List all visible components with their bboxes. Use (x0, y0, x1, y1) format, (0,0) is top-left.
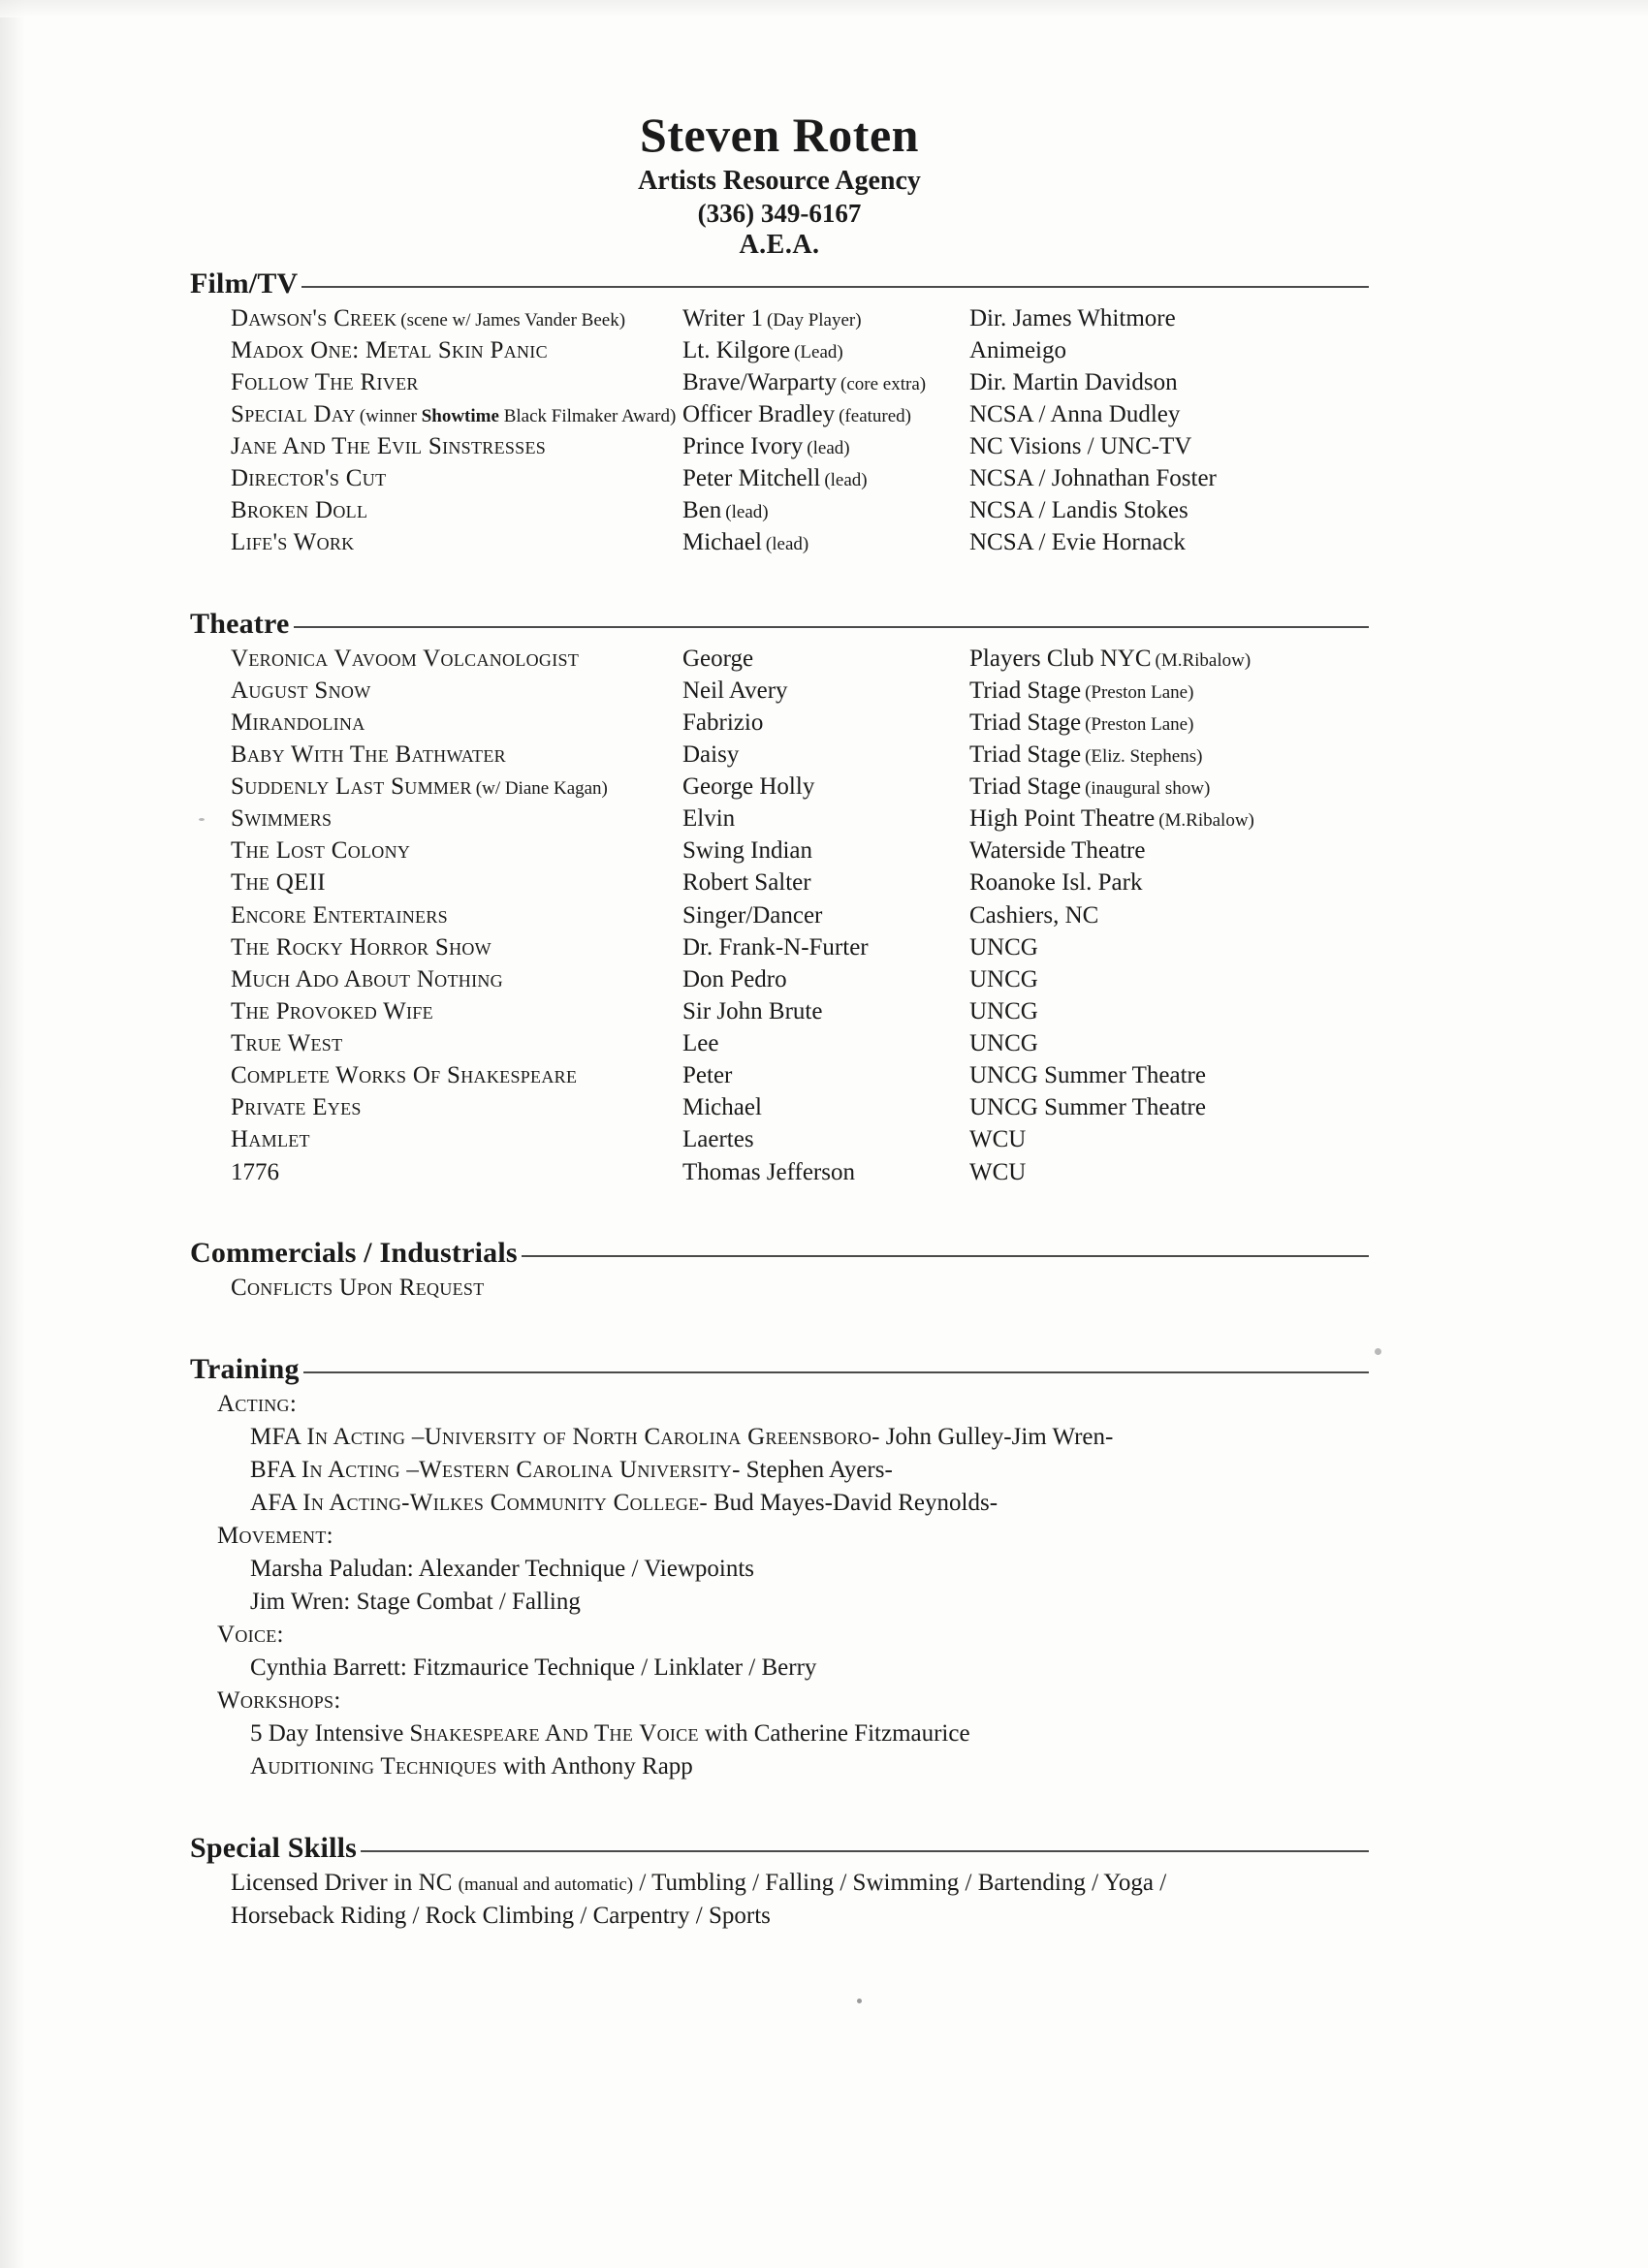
list-item (217, 1454, 1369, 1487)
section-rule (301, 286, 1369, 288)
section-title: Film/TV (190, 267, 299, 299)
credit-venue: NCSA / Landis Stokes (969, 497, 1188, 524)
credit-role: Swing Indian (682, 837, 813, 865)
training-group-label: Movement: (217, 1522, 333, 1549)
training-title: AFA In Acting-Wilkes Community College (250, 1489, 700, 1516)
table-row (231, 462, 1369, 494)
table-row (231, 739, 1369, 771)
credit-title: Special Day (231, 400, 356, 427)
credit-title: Follow The River (231, 368, 419, 395)
section-header-film-tv (190, 268, 1369, 300)
credit-venue-cell (969, 494, 1369, 526)
credit-role-cell (682, 1059, 969, 1091)
credit-role-cell (682, 803, 969, 835)
agency-phone: (336) 349-6167 (697, 198, 862, 228)
credit-venue-cell (969, 1091, 1369, 1123)
credit-role: Dr. Frank-N-Furter (682, 933, 869, 961)
section-special-skills (190, 1832, 1369, 1933)
credit-title-note: (winner (359, 405, 422, 426)
credit-venue-cell (969, 995, 1369, 1027)
credit-role-note: (lead) (725, 502, 769, 523)
training-text: with Anthony Rapp (496, 1752, 693, 1780)
credit-role: George Holly (682, 773, 815, 801)
credit-title-cell (231, 963, 682, 995)
union-affiliation: A.E.A. (739, 229, 820, 260)
credit-title: Suddenly Last Summer (231, 773, 472, 801)
theatre-credit-list (190, 643, 1369, 1188)
credit-venue: NCSA / Evie Hornack (969, 529, 1186, 556)
credit-role: Michael (682, 529, 762, 556)
training-text: with Catherine Fitzmaurice (698, 1719, 970, 1747)
credit-role-cell (682, 494, 969, 526)
table-row (231, 643, 1369, 675)
credit-role: Sir John Brute (682, 997, 823, 1024)
table-row (231, 334, 1369, 366)
credit-title: True West (231, 1030, 343, 1057)
credit-title: Madox One: Metal Skin Panic (231, 336, 548, 363)
credit-title: The Lost Colony (231, 837, 411, 865)
credit-venue: NCSA / Johnathan Foster (969, 465, 1217, 492)
training-text: - Stephen Ayers- (732, 1456, 893, 1483)
credit-role-cell (682, 835, 969, 866)
table-row (231, 803, 1369, 835)
training-text: Cynthia Barrett: Fitzmaurice Technique / Linklater / Berry (250, 1654, 817, 1681)
credit-venue: Players Club NYC (969, 645, 1152, 672)
skills-text: Licensed Driver in NC (231, 1869, 459, 1896)
credit-venue-note: (inaugural show) (1085, 778, 1211, 800)
list-item (217, 1421, 1369, 1454)
training-text: Jim Wren: Stage Combat / Falling (250, 1588, 581, 1615)
table-row (231, 963, 1369, 995)
credit-venue-cell (969, 430, 1369, 462)
training-text: - John Gulley-Jim Wren- (872, 1423, 1114, 1450)
credit-title-cell (231, 366, 682, 398)
scan-edge-left (0, 0, 25, 2268)
credit-title: Much Ado About Nothing (231, 965, 503, 992)
credit-role: Fabrizio (682, 709, 764, 736)
credit-role-cell (682, 302, 969, 334)
credit-venue-cell (969, 1123, 1369, 1155)
table-row (231, 398, 1369, 430)
section-header-special-skills (190, 1832, 1369, 1865)
section-rule (294, 626, 1370, 628)
table-row (231, 494, 1369, 526)
credit-title-note: Black Filmaker Award) (498, 405, 677, 426)
table-row (231, 866, 1369, 898)
credit-venue: UNCG Summer Theatre (969, 1094, 1206, 1121)
credit-role: Lt. Kilgore (682, 336, 791, 363)
credit-role-cell (682, 995, 969, 1027)
credit-title-cell (231, 1156, 682, 1188)
credit-venue-cell (969, 675, 1369, 707)
skills-note: (manual and automatic) (458, 1874, 634, 1895)
credit-venue-note: (M.Ribalow) (1155, 649, 1252, 671)
table-row (231, 366, 1369, 398)
training-title: Shakespeare And The Voice (409, 1719, 699, 1747)
credit-venue-cell (969, 931, 1369, 963)
credit-title: Private Eyes (231, 1094, 362, 1121)
credit-role-note: (lead) (824, 470, 868, 491)
credit-title: Swimmers (231, 805, 333, 833)
training-text: - Bud Mayes-David Reynolds- (699, 1489, 998, 1516)
credit-role-cell (682, 462, 969, 494)
credit-role-cell (682, 1123, 969, 1155)
credit-role-cell (682, 707, 969, 739)
credit-venue-cell (969, 302, 1369, 334)
credit-venue-cell (969, 398, 1369, 430)
credit-title-cell (231, 803, 682, 835)
credit-venue-cell (969, 835, 1369, 866)
section-header-commercials (190, 1237, 1369, 1270)
credit-role-cell (682, 430, 969, 462)
credit-role: Writer 1 (682, 304, 763, 331)
credit-venue: Dir. James Whitmore (969, 304, 1176, 331)
table-row (231, 302, 1369, 334)
credit-title-cell (231, 707, 682, 739)
list-item (217, 1487, 1369, 1520)
table-row (231, 675, 1369, 707)
credit-venue-note: (Preston Lane) (1085, 713, 1194, 735)
scan-edge-top (0, 0, 1648, 17)
list-item (217, 1553, 1369, 1586)
credit-venue: NCSA / Anna Dudley (969, 400, 1181, 427)
training-title: MFA In Acting –University of North Carolina Greensboro (250, 1423, 872, 1450)
credit-title-cell (231, 643, 682, 675)
credit-venue-cell (969, 1156, 1369, 1188)
credit-role-cell (682, 1091, 969, 1123)
film-tv-credit-list (190, 302, 1369, 559)
credit-title-cell (231, 526, 682, 558)
credit-venue: Dir. Martin Davidson (969, 368, 1178, 395)
credit-title-cell (231, 739, 682, 771)
credit-role: Brave/Warparty (682, 368, 838, 395)
credit-title-cell (231, 1091, 682, 1123)
credit-venue-note: (Preston Lane) (1085, 681, 1194, 703)
credit-role-cell (682, 866, 969, 898)
credit-role: Elvin (682, 805, 736, 833)
commercials-body (190, 1272, 1369, 1305)
credit-venue: Triad Stage (969, 677, 1082, 704)
credit-title: Hamlet (231, 1126, 310, 1153)
credit-title-cell (231, 899, 682, 931)
credit-role-note: (featured) (839, 405, 911, 426)
table-row (231, 931, 1369, 963)
credit-role-note: (lead) (765, 534, 809, 555)
section-title: Training (190, 1352, 300, 1385)
table-row (231, 1027, 1369, 1059)
credit-venue-cell (969, 899, 1369, 931)
credit-title-cell (231, 771, 682, 803)
credit-title-cell (231, 1027, 682, 1059)
credit-role-cell (682, 931, 969, 963)
section-title: Theatre (190, 607, 290, 640)
credit-title-cell (231, 430, 682, 462)
credit-venue-cell (969, 771, 1369, 803)
section-rule (361, 1850, 1369, 1852)
section-header-theatre (190, 608, 1369, 641)
credit-role-cell (682, 398, 969, 430)
credit-venue-cell (969, 803, 1369, 835)
credit-title-cell (231, 675, 682, 707)
credit-role: Daisy (682, 740, 740, 768)
training-body (190, 1388, 1369, 1783)
training-group-label: Voice: (217, 1621, 284, 1648)
credit-title: Life's Work (231, 529, 355, 556)
table-row (231, 995, 1369, 1027)
credit-role: Lee (682, 1030, 719, 1057)
credit-venue: Waterside Theatre (969, 837, 1146, 865)
credit-venue-cell (969, 526, 1369, 558)
conflicts-note: Conflicts Upon Request (231, 1274, 485, 1301)
credit-title-cell (231, 462, 682, 494)
section-commercials (190, 1237, 1369, 1305)
credit-title-cell (231, 995, 682, 1027)
credit-title-note: (w/ Diane Kagan) (475, 778, 608, 800)
training-title: Auditioning Techniques (250, 1752, 497, 1780)
credit-venue: Triad Stage (969, 709, 1082, 736)
table-row (231, 526, 1369, 558)
credit-role: Peter Mitchell (682, 465, 821, 492)
credit-venue-cell (969, 643, 1369, 675)
section-rule (522, 1255, 1369, 1257)
resume-content (190, 109, 1369, 1933)
credit-role: Robert Salter (682, 869, 811, 897)
credit-venue: UNCG (969, 933, 1038, 961)
credit-role-cell (682, 526, 969, 558)
section-header-training (190, 1353, 1369, 1386)
credit-role: Neil Avery (682, 677, 788, 704)
credit-role: Prince Ivory (682, 433, 804, 460)
credit-title: The Provoked Wife (231, 997, 433, 1024)
training-title: BFA In Acting –Western Carolina University (250, 1456, 733, 1483)
scan-speck (1375, 1348, 1381, 1355)
credit-title-cell (231, 302, 682, 334)
credit-venue-cell (969, 1059, 1369, 1091)
list-item (217, 1586, 1369, 1619)
credit-title: The QEII (231, 869, 326, 897)
credit-title-cell (231, 835, 682, 866)
credit-venue-note: (M.Ribalow) (1158, 810, 1254, 832)
section-title: Commercials / Industrials (190, 1236, 518, 1269)
credit-venue: UNCG Summer Theatre (969, 1062, 1206, 1089)
training-text: 5 Day Intensive (250, 1719, 410, 1747)
credit-venue-cell (969, 866, 1369, 898)
credit-title: Director's Cut (231, 465, 387, 492)
credit-venue: Triad Stage (969, 773, 1082, 801)
credit-venue: UNCG (969, 965, 1038, 992)
credit-title: Encore Entertainers (231, 901, 448, 929)
credit-role-note: (Day Player) (766, 309, 862, 331)
credit-role: Thomas Jefferson (682, 1158, 855, 1185)
section-theatre (190, 608, 1369, 1188)
credit-venue-cell (969, 707, 1369, 739)
credit-title: Broken Doll (231, 497, 368, 524)
credit-title-cell (231, 494, 682, 526)
resume-header (190, 109, 1369, 262)
section-rule (303, 1371, 1369, 1373)
credit-title-cell (231, 334, 682, 366)
credit-venue: WCU (969, 1158, 1027, 1185)
section-film-tv (190, 268, 1369, 559)
credit-role-note: (core extra) (840, 373, 927, 394)
credit-title-cell (231, 931, 682, 963)
skills-text: / Tumbling / Falling / Swimming / Bartending / Yoga / (633, 1869, 1167, 1896)
training-text: Marsha Paludan: Alexander Technique / Viewpoints (250, 1555, 755, 1582)
credit-title: Baby With The Bathwater (231, 740, 506, 768)
credit-venue-cell (969, 739, 1369, 771)
credit-role: George (682, 645, 754, 672)
credit-venue: UNCG (969, 997, 1038, 1024)
credit-role: Don Pedro (682, 965, 787, 992)
credit-title: The Rocky Horror Show (231, 933, 491, 961)
special-skills-body (190, 1867, 1369, 1933)
list-item (217, 1717, 1369, 1750)
credit-venue-cell (969, 334, 1369, 366)
special-skills-line-1 (231, 1867, 1369, 1900)
training-group-label: Acting: (217, 1390, 298, 1417)
credit-role-cell (682, 1156, 969, 1188)
credit-venue: Roanoke Isl. Park (969, 869, 1143, 897)
table-row (231, 899, 1369, 931)
credit-venue: WCU (969, 1126, 1027, 1153)
credit-title: Mirandolina (231, 709, 365, 736)
credit-title: Veronica Vavoom Volcanologist (231, 645, 580, 672)
credit-role-cell (682, 739, 969, 771)
credit-role: Peter (682, 1062, 733, 1089)
credit-title: 1776 (231, 1158, 279, 1185)
table-row (231, 835, 1369, 866)
credit-role-cell (682, 675, 969, 707)
credit-venue: Animeigo (969, 336, 1066, 363)
credit-venue: UNCG (969, 1030, 1038, 1057)
list-item (217, 1652, 1369, 1685)
section-title: Special Skills (190, 1831, 358, 1864)
credit-title-cell (231, 1059, 682, 1091)
credit-role: Singer/Dancer (682, 901, 823, 929)
credit-venue-note: (Eliz. Stephens) (1085, 745, 1203, 767)
credit-title-cell (231, 1123, 682, 1155)
table-row (231, 1091, 1369, 1123)
credit-role-cell (682, 643, 969, 675)
table-row (231, 1123, 1369, 1155)
credit-venue-cell (969, 366, 1369, 398)
credit-title: Jane And The Evil Sinstresses (231, 433, 547, 460)
scan-speck (857, 1999, 862, 2003)
credit-venue-cell (969, 963, 1369, 995)
credit-venue: High Point Theatre (969, 805, 1156, 833)
agency-name: Artists Resource Agency (638, 166, 921, 196)
credit-role-cell (682, 366, 969, 398)
credit-role-cell (682, 1027, 969, 1059)
special-skills-line-2: Horseback Riding / Rock Climbing / Carpentry / Sports (231, 1902, 771, 1929)
credit-venue: NC Visions / UNC-TV (969, 433, 1192, 460)
credit-title: Dawson's Creek (231, 304, 397, 331)
credit-role-cell (682, 334, 969, 366)
credit-title-note-emphasis: Showtime (421, 405, 499, 426)
credit-role-cell (682, 771, 969, 803)
credit-role-note: (lead) (807, 438, 850, 459)
page-title: Steven Roten (640, 108, 919, 162)
credit-title: August Snow (231, 677, 371, 704)
section-training (190, 1353, 1369, 1783)
credit-venue-cell (969, 462, 1369, 494)
table-row (231, 1059, 1369, 1091)
training-group-label: Workshops: (217, 1686, 341, 1714)
credit-role: Officer Bradley (682, 400, 836, 427)
credit-title-cell (231, 866, 682, 898)
list-item (217, 1750, 1369, 1783)
credit-role-cell (682, 899, 969, 931)
credit-role-note: (Lead) (794, 341, 843, 362)
credit-title-cell (231, 398, 682, 430)
credit-role: Michael (682, 1094, 762, 1121)
table-row (231, 430, 1369, 462)
table-row (231, 771, 1369, 803)
credit-venue-cell (969, 1027, 1369, 1059)
credit-role-cell (682, 963, 969, 995)
credit-venue: Cashiers, NC (969, 901, 1099, 929)
table-row (231, 707, 1369, 739)
credit-title-note: (scene w/ James Vander Beek) (400, 309, 626, 331)
credit-venue: Triad Stage (969, 740, 1082, 768)
table-row (231, 1156, 1369, 1188)
credit-role: Laertes (682, 1126, 754, 1153)
credit-role: Ben (682, 497, 722, 524)
credit-title: Complete Works Of Shakespeare (231, 1062, 578, 1089)
